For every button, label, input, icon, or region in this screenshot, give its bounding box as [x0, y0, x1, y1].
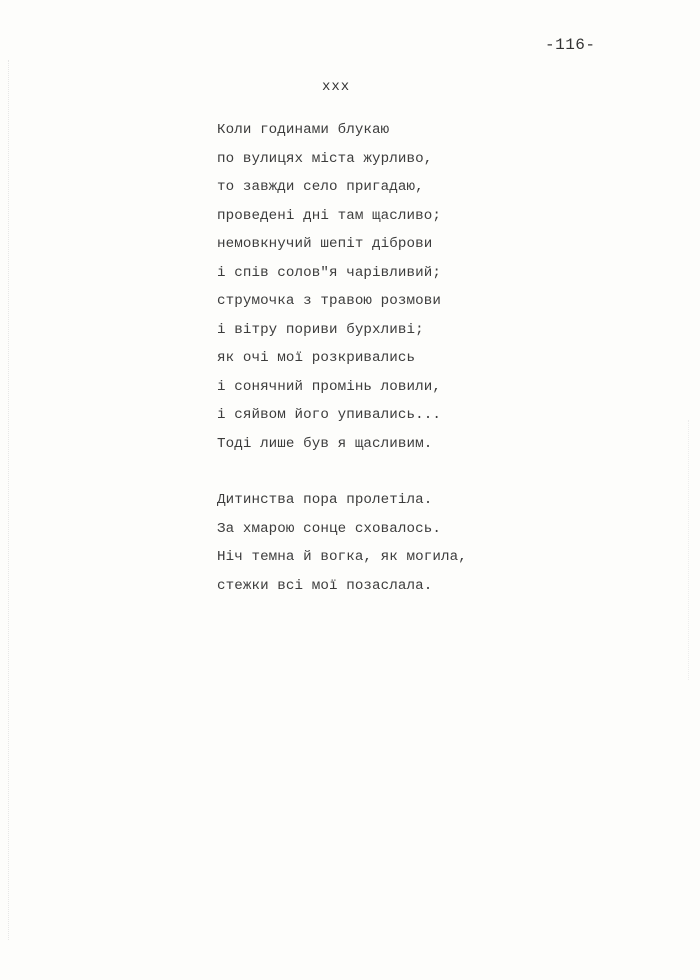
scan-edge-right — [688, 420, 690, 680]
poem-line: Дитинства пора пролетіла. — [217, 492, 433, 508]
poem-line: струмочка з травою розмови — [217, 293, 441, 309]
poem-line: стежки всі мої позаслала. — [217, 577, 433, 594]
poem-stanza-1 — [217, 116, 441, 458]
page-number: -116- — [545, 36, 596, 54]
poem-line: Коли годинами блукаю — [217, 122, 390, 138]
poem-line: проведені дні там щасливо; — [217, 207, 441, 224]
poem-line: Тоді лише був я щасливим. — [217, 435, 433, 452]
poem-line: по вулицях міста журливо, — [217, 150, 433, 167]
poem-line: і сонячний промінь ловили, — [217, 378, 441, 395]
poem-line: Ніч темна й вогка, як могила, — [217, 549, 467, 565]
poem-line: немовкнучий шепіт діброви — [217, 236, 433, 252]
poem-line: як очі мої розкривались — [217, 350, 416, 366]
poem-line: За хмарою сонце сховалось. — [217, 520, 441, 537]
poem-line: і вітру пориви бурхливі; — [217, 321, 424, 338]
poem-line: то завжди село пригадаю, — [217, 179, 424, 195]
section-separator: xxx — [322, 79, 351, 95]
scan-edge-left — [8, 60, 10, 940]
poem-line: і спів солов"я чарівливий; — [217, 264, 441, 281]
poem-line: і сяйвом його упивались... — [217, 407, 441, 423]
poem-stanza-2 — [217, 486, 467, 600]
